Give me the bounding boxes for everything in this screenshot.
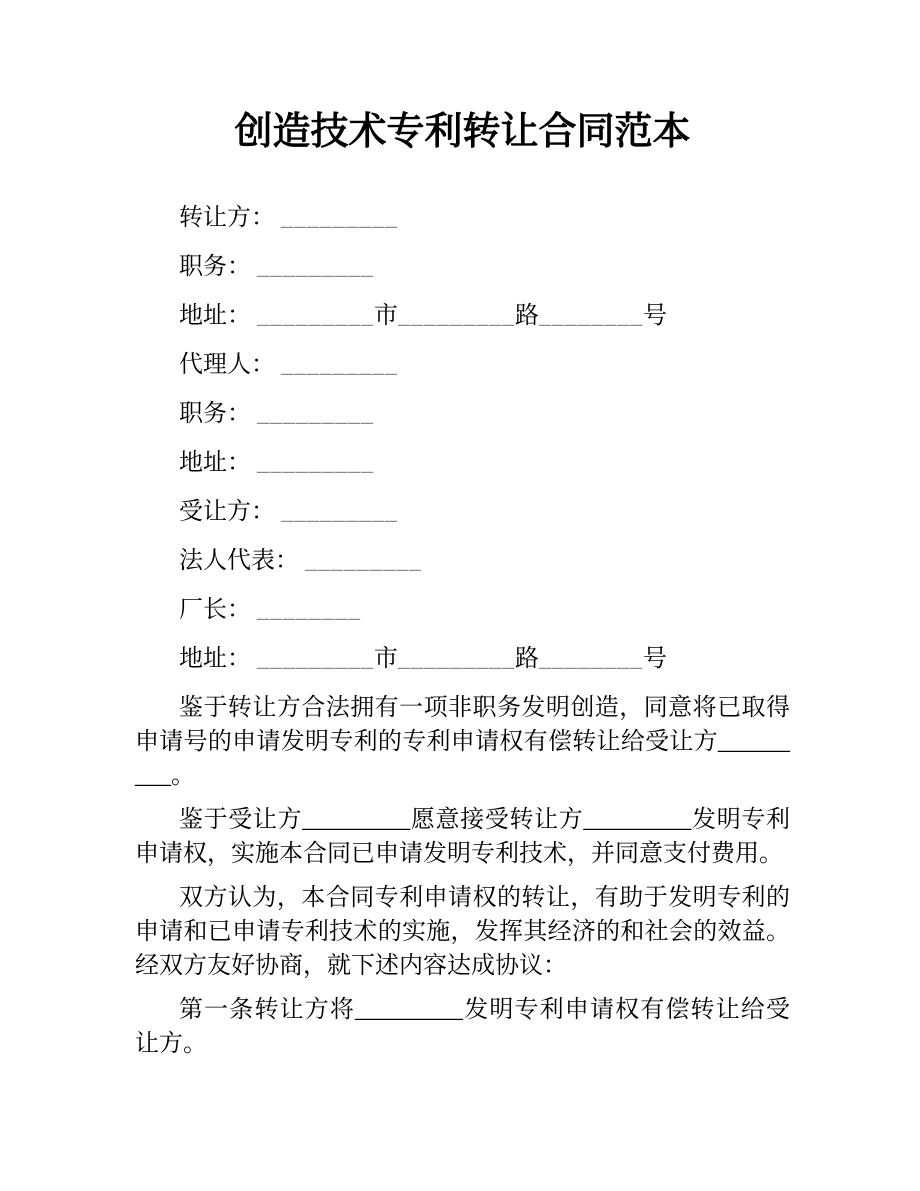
field-label: 职务： <box>179 401 257 427</box>
field-label: 路 <box>515 646 539 672</box>
field-label: 厂长： <box>179 597 257 623</box>
form-line <box>135 446 790 480</box>
blank-underline: _________ <box>305 548 422 574</box>
field-label: 市 <box>374 303 398 329</box>
blank-underline: _________ <box>257 303 374 329</box>
field-label: 市 <box>374 646 398 672</box>
field-label: 受让方： <box>179 499 281 525</box>
blank-underline: _________ <box>257 254 374 280</box>
blank-underline: _________ <box>257 450 374 476</box>
field-label: 转让方： <box>179 205 281 231</box>
form-fields-section <box>135 201 790 676</box>
form-line <box>135 495 790 529</box>
field-label: 职务： <box>179 254 257 280</box>
contract-paragraph: 鉴于受让方_________愿意接受转让方_________发明专利申请权，实施本合同已申请发明专利技术，并同意支付费用。 <box>135 807 790 867</box>
field-label: 号 <box>643 646 667 672</box>
form-line <box>135 593 790 627</box>
document-title: 创造技术专利转让合同范本 <box>234 111 691 153</box>
field-label: 代理人： <box>179 352 281 378</box>
field-label: 地址： <box>179 450 257 476</box>
field-label: 地址： <box>179 303 257 329</box>
field-label: 路 <box>515 303 539 329</box>
form-line <box>135 201 790 235</box>
blank-underline: _________ <box>281 352 398 378</box>
blank-underline: _________ <box>257 401 374 427</box>
blank-underline: ________ <box>257 597 361 623</box>
form-line <box>135 642 790 676</box>
blank-underline: _________ <box>398 646 515 672</box>
contract-paragraph: 第一条转让方将_________发明专利申请权有偿转让给受让方。 <box>135 997 790 1057</box>
contract-document <box>135 0 790 1061</box>
blank-underline: ________ <box>539 303 643 329</box>
contract-paragraph: 鉴于转让方合法拥有一项非职务发明创造，同意将已取得申请号的申请发明专利的专利申请权有偿转让给受让方_________。 <box>135 695 790 789</box>
field-label: 法人代表： <box>179 548 305 574</box>
field-label: 地址： <box>179 646 257 672</box>
form-line <box>135 544 790 578</box>
blank-underline: _________ <box>281 205 398 231</box>
form-line <box>135 299 790 333</box>
form-line <box>135 397 790 431</box>
field-label: 号 <box>643 303 667 329</box>
blank-underline: ________ <box>539 646 643 672</box>
contract-body-section <box>135 691 790 1061</box>
form-line <box>135 348 790 382</box>
blank-underline: _________ <box>257 646 374 672</box>
form-line <box>135 250 790 284</box>
contract-paragraph: 双方认为，本合同专利申请权的转让，有助于发明专利的申请和已申请专利技术的实施，发挥其经济的和社会的效益。经双方友好协商，就下述内容达成协议： <box>135 885 790 979</box>
blank-underline: _________ <box>281 499 398 525</box>
blank-underline: _________ <box>398 303 515 329</box>
